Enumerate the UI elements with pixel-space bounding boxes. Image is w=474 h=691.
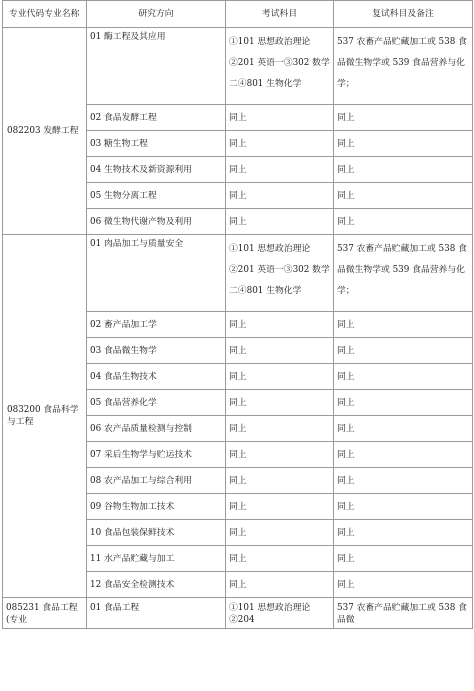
direction-cell: 07 采后生物学与贮运技术 xyxy=(87,442,226,468)
exam-cell: 同上 xyxy=(226,338,334,364)
direction-cell: 01 食品工程 xyxy=(87,598,226,629)
direction-cell: 01 酶工程及其应用 xyxy=(87,28,226,105)
exam-cell: 同上 xyxy=(226,209,334,235)
direction-cell: 05 生物分离工程 xyxy=(87,183,226,209)
retest-cell: 同上 xyxy=(334,546,473,572)
major-cell: 083200 食品科学与工程 xyxy=(3,235,87,598)
direction-cell: 03 食品微生物学 xyxy=(87,338,226,364)
exam-cell: 同上 xyxy=(226,520,334,546)
retest-cell: 同上 xyxy=(334,209,473,235)
direction-cell: 08 农产品加工与综合利用 xyxy=(87,468,226,494)
header-exam: 考试科目 xyxy=(226,1,334,28)
exam-cell: 同上 xyxy=(226,105,334,131)
direction-cell: 02 食品发酵工程 xyxy=(87,105,226,131)
direction-cell: 03 糖生物工程 xyxy=(87,131,226,157)
retest-cell: 同上 xyxy=(334,572,473,598)
retest-cell: 同上 xyxy=(334,442,473,468)
exam-cell: 同上 xyxy=(226,546,334,572)
direction-cell: 10 食品包装保鲜技术 xyxy=(87,520,226,546)
exam-cell: 同上 xyxy=(226,183,334,209)
retest-cell: 同上 xyxy=(334,390,473,416)
exam-cell: 同上 xyxy=(226,572,334,598)
direction-cell: 06 微生物代谢产物及利用 xyxy=(87,209,226,235)
direction-cell: 04 食品生物技术 xyxy=(87,364,226,390)
direction-cell: 05 食品营养化学 xyxy=(87,390,226,416)
retest-cell: 同上 xyxy=(334,312,473,338)
retest-cell: 同上 xyxy=(334,183,473,209)
retest-cell: 537 农畜产品贮藏加工或 538 食品微 xyxy=(334,598,473,629)
retest-cell: 同上 xyxy=(334,338,473,364)
header-direction: 研究方向 xyxy=(87,1,226,28)
direction-cell: 06 农产品质量检测与控制 xyxy=(87,416,226,442)
exam-cell: 同上 xyxy=(226,157,334,183)
direction-cell: 01 肉品加工与质量安全 xyxy=(87,235,226,312)
exam-cell: 同上 xyxy=(226,416,334,442)
major-cell: 082203 发酵工程 xyxy=(3,28,87,235)
retest-cell: 同上 xyxy=(334,157,473,183)
exam-cell: ①101 思想政治理论②204 xyxy=(226,598,334,629)
direction-cell: 11 水产品贮藏与加工 xyxy=(87,546,226,572)
retest-cell: 同上 xyxy=(334,105,473,131)
table-row xyxy=(3,598,473,629)
retest-cell: 同上 xyxy=(334,131,473,157)
exam-cell: 同上 xyxy=(226,468,334,494)
retest-cell: 同上 xyxy=(334,416,473,442)
exam-cell: 同上 xyxy=(226,312,334,338)
exam-cell: 同上 xyxy=(226,364,334,390)
exam-cell: ①101 思想政治理论②201 英语一③302 数学二④801 生物化学 xyxy=(226,235,334,312)
retest-cell: 537 农畜产品贮藏加工或 538 食品微生物学或 539 食品营养与化学； xyxy=(334,235,473,312)
admissions-table-page xyxy=(2,0,473,629)
direction-cell: 04 生物技术及新资源利用 xyxy=(87,157,226,183)
exam-cell: 同上 xyxy=(226,442,334,468)
direction-cell: 02 畜产品加工学 xyxy=(87,312,226,338)
header-major: 专业代码专业名称 xyxy=(3,1,87,28)
header-retest: 复试科目及备注 xyxy=(334,1,473,28)
exam-cell: 同上 xyxy=(226,390,334,416)
direction-cell: 12 食品安全检测技术 xyxy=(87,572,226,598)
exam-cell: 同上 xyxy=(226,494,334,520)
table-header-row xyxy=(3,1,473,28)
exam-cell: 同上 xyxy=(226,131,334,157)
direction-cell: 09 谷物生物加工技术 xyxy=(87,494,226,520)
retest-cell: 同上 xyxy=(334,364,473,390)
table-row xyxy=(3,28,473,105)
table-row xyxy=(3,235,473,312)
retest-cell: 同上 xyxy=(334,468,473,494)
retest-cell: 537 农畜产品贮藏加工或 538 食品微生物学或 539 食品营养与化学； xyxy=(334,28,473,105)
retest-cell: 同上 xyxy=(334,494,473,520)
retest-cell: 同上 xyxy=(334,520,473,546)
major-cell: 085231 食品工程(专业 xyxy=(3,598,87,629)
admissions-table xyxy=(2,0,473,629)
exam-cell: ①101 思想政治理论②201 英语一③302 数学二④801 生物化学 xyxy=(226,28,334,105)
